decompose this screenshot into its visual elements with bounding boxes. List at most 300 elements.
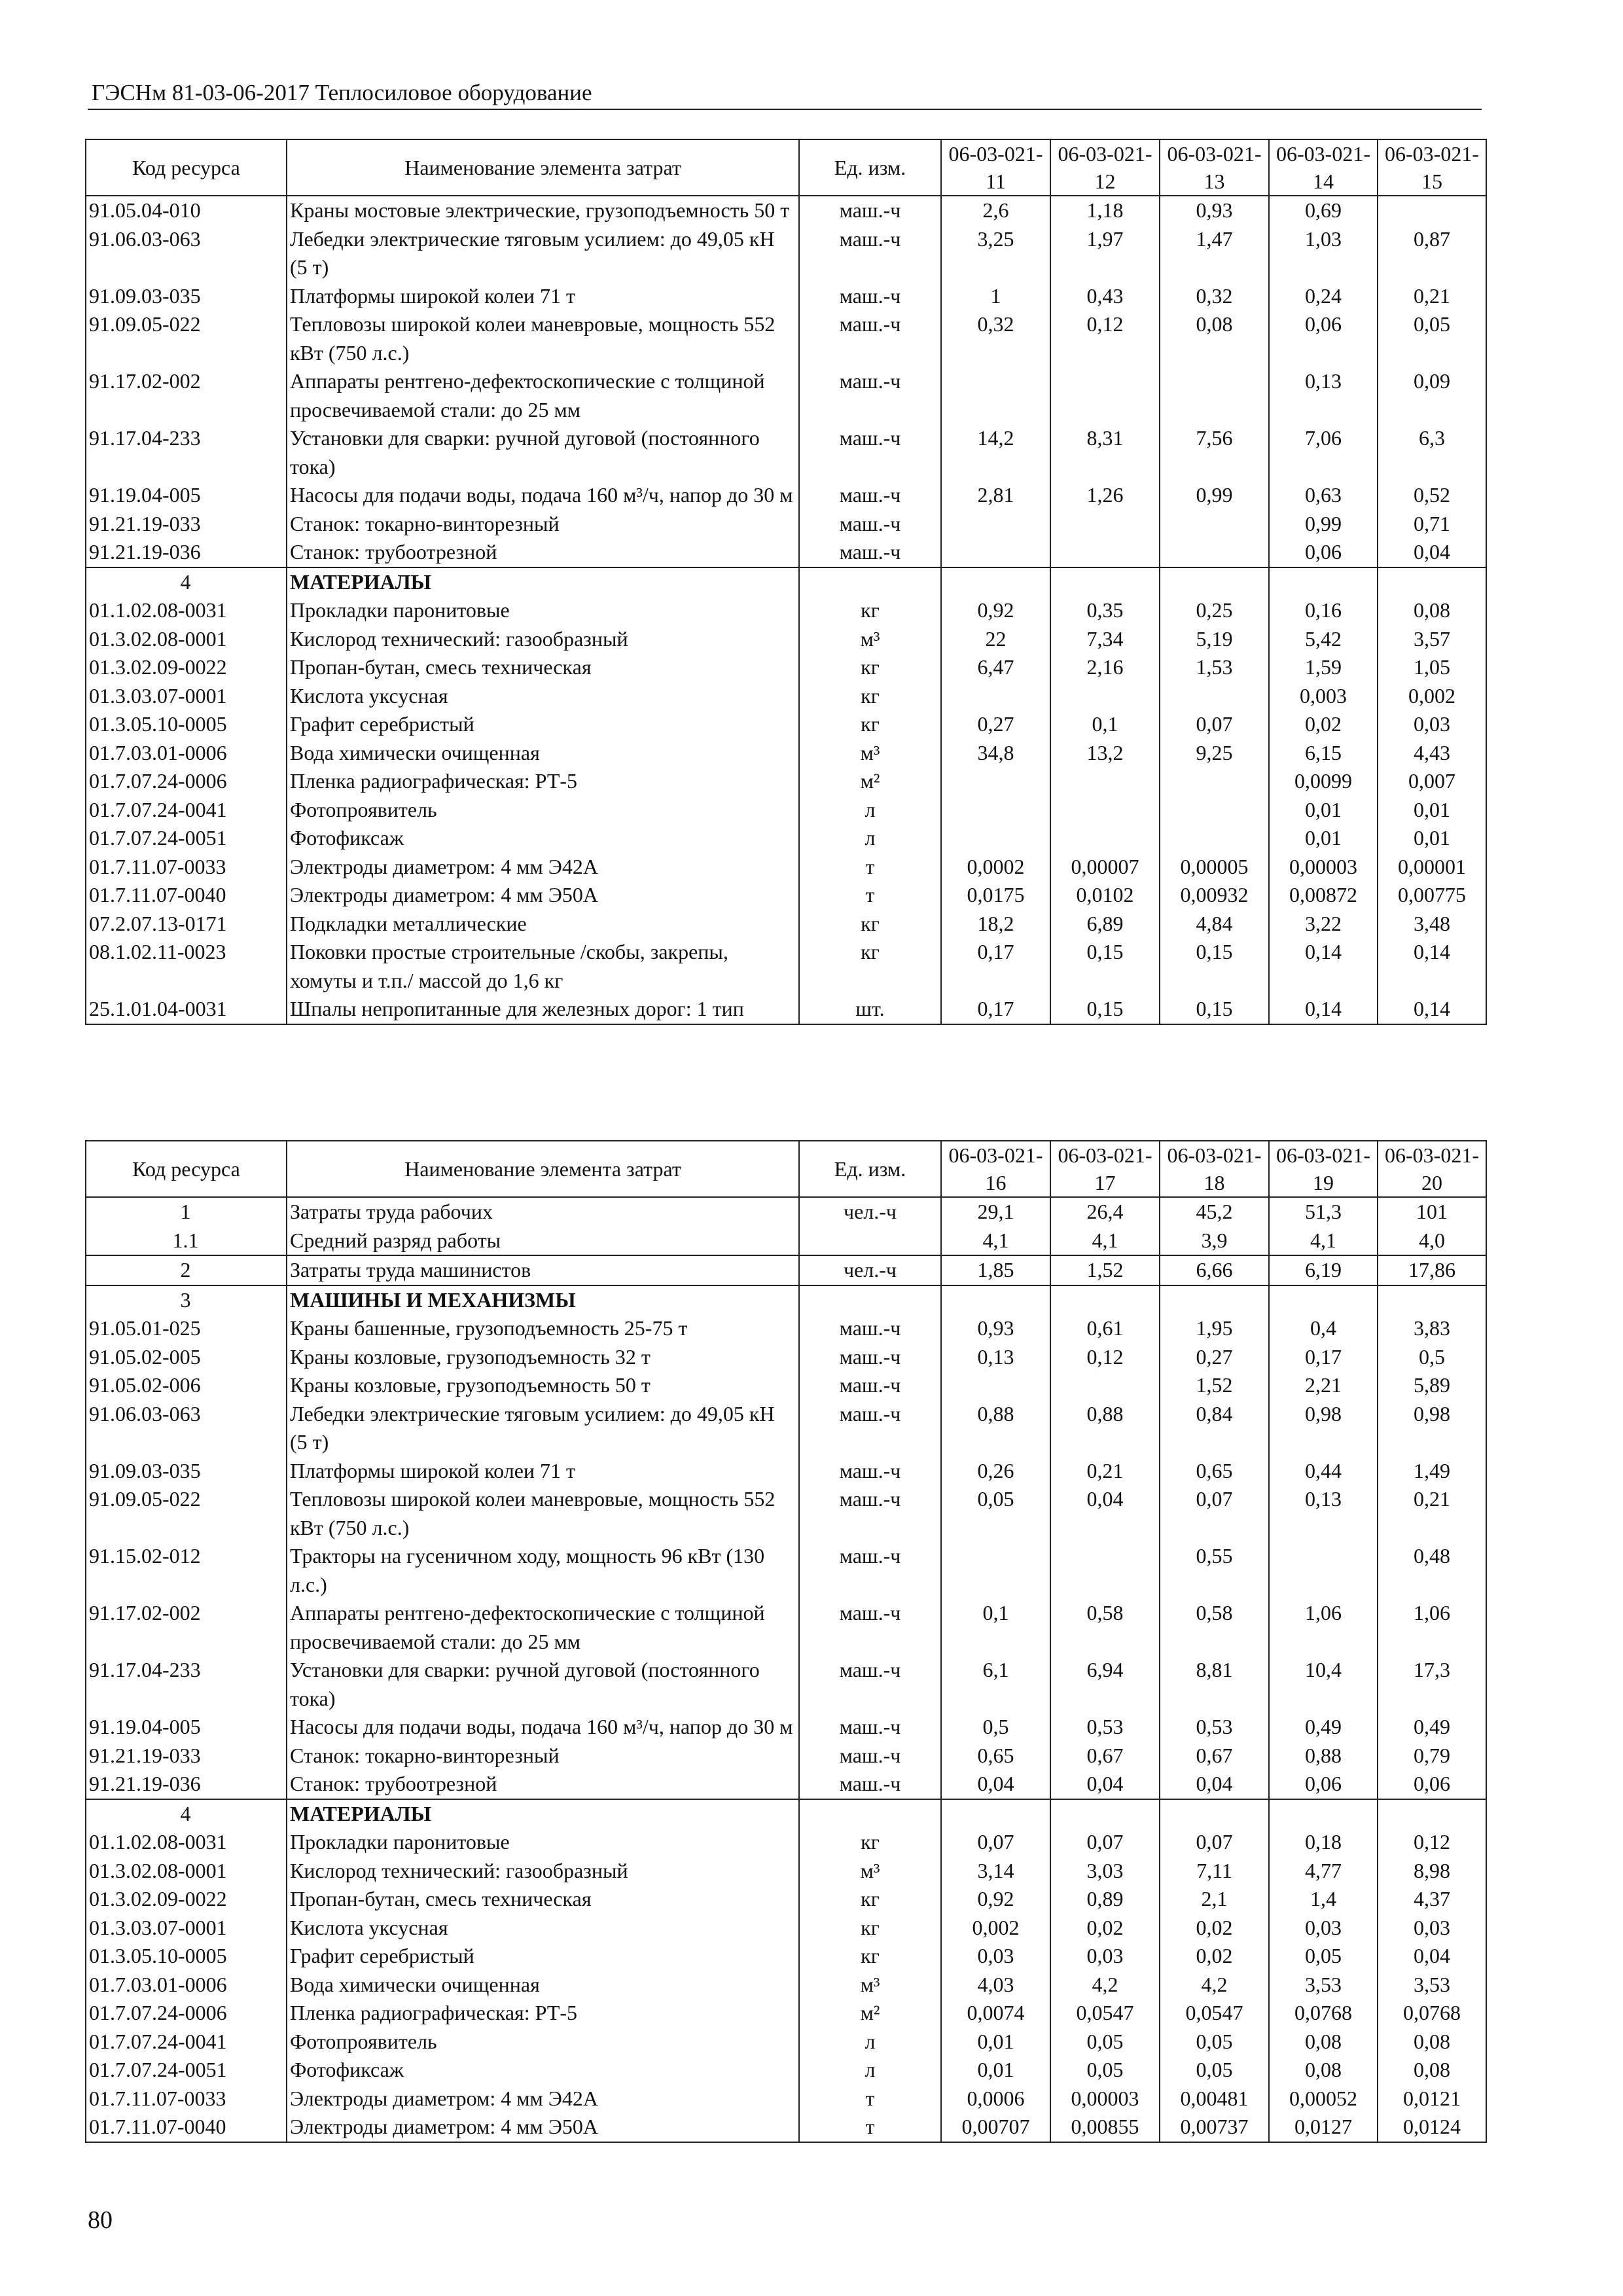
norm-value: 2,16	[1050, 653, 1160, 682]
norm-value: 1,18	[1050, 196, 1160, 225]
norm-value: 0,08	[1378, 596, 1486, 625]
resource-name: Аппараты рентгено-дефектоскопические с толщиной просвечиваемой стали: до 25 мм	[287, 1599, 799, 1656]
norm-value: 0,07	[941, 1828, 1050, 1857]
norm-value: 0,01	[941, 2028, 1050, 2056]
table-row	[86, 1885, 1486, 1914]
norm-value	[1050, 767, 1160, 796]
resource-code: 91.09.05-022	[86, 1485, 287, 1542]
norm-value: 0,24	[1269, 282, 1378, 311]
norm-value: 2,1	[1160, 1885, 1269, 1914]
norm-value: 1,85	[941, 1255, 1050, 1285]
resource-unit: т	[799, 2113, 941, 2142]
column-header-norm: 06-03-021-11	[941, 139, 1050, 196]
table-row	[86, 1485, 1486, 1542]
norm-value: 4,1	[1269, 1227, 1378, 1256]
running-header-title: ГЭСНм 81-03-06-2017 Теплосиловое оборудование	[92, 80, 592, 105]
norm-value: 0,65	[941, 1742, 1050, 1770]
resource-unit: маш.-ч	[799, 1457, 941, 1486]
resource-name: Насосы для подачи воды, подача 160 м³/ч, напор до 30 м	[287, 1713, 799, 1742]
norm-value: 6,47	[941, 653, 1050, 682]
resource-unit: кг	[799, 1828, 941, 1857]
resource-name: Поковки простые строительные /скобы, закрепы, хомуты и т.п./ массой до 1,6 кг	[287, 938, 799, 995]
table-body	[86, 1197, 1486, 2142]
column-header-norm: 06-03-021-18	[1160, 1141, 1269, 1197]
norm-value: 0,88	[941, 1400, 1050, 1457]
norm-value	[1050, 1542, 1160, 1599]
norm-value: 0,0102	[1050, 881, 1160, 910]
norm-value: 1,4	[1269, 1885, 1378, 1914]
table-row	[86, 682, 1486, 711]
norm-value	[1160, 796, 1269, 825]
resource-code: 4	[86, 567, 287, 597]
resource-unit: т	[799, 853, 941, 882]
column-header-code: Код ресурса	[86, 1141, 287, 1197]
resource-code: 01.7.07.24-0051	[86, 824, 287, 853]
norm-value: 0,12	[1050, 1343, 1160, 1372]
norm-value: 0,17	[941, 995, 1050, 1024]
resource-name: Аппараты рентгено-дефектоскопические с толщиной просвечиваемой стали: до 25 мм	[287, 367, 799, 424]
norm-value: 17,86	[1378, 1255, 1486, 1285]
resource-unit: маш.-ч	[799, 1713, 941, 1742]
norm-value: 0,00003	[1269, 853, 1378, 882]
norm-value: 0,58	[1160, 1599, 1269, 1656]
norm-value: 0,003	[1269, 682, 1378, 711]
norm-value: 0,00775	[1378, 881, 1486, 910]
norm-value: 0,03	[1378, 1914, 1486, 1943]
norm-value	[1160, 510, 1269, 539]
norm-value: 0,49	[1269, 1713, 1378, 1742]
resource-unit: м³	[799, 739, 941, 768]
norm-value: 4,37	[1378, 1885, 1486, 1914]
resource-code: 01.3.02.08-0001	[86, 1857, 287, 1886]
norm-value	[941, 538, 1050, 567]
norm-value	[1050, 367, 1160, 424]
resource-code: 91.05.02-006	[86, 1371, 287, 1400]
norm-value: 5,19	[1160, 625, 1269, 654]
column-header-norm: 06-03-021-20	[1378, 1141, 1486, 1197]
resource-code: 91.19.04-005	[86, 1713, 287, 1742]
section-row	[86, 1799, 1486, 1829]
norm-value: 0,27	[1160, 1343, 1269, 1372]
resource-unit: кг	[799, 1914, 941, 1943]
resource-name: Тракторы на гусеничном ходу, мощность 96 кВт (130 л.с.)	[287, 1542, 799, 1599]
norm-value: 0,05	[1160, 2028, 1269, 2056]
table-row	[86, 710, 1486, 739]
resource-unit: м³	[799, 625, 941, 654]
resource-code: 01.7.03.01-0006	[86, 1971, 287, 2000]
norm-value: 3,83	[1378, 1314, 1486, 1343]
norm-value: 6,19	[1269, 1255, 1378, 1285]
norm-value: 0,05	[1269, 1942, 1378, 1971]
resource-code: 01.3.02.09-0022	[86, 653, 287, 682]
resource-name: Электроды диаметром: 4 мм Э42А	[287, 2085, 799, 2113]
norm-value: 4,43	[1378, 739, 1486, 768]
resource-unit: маш.-ч	[799, 1742, 941, 1770]
resource-name: Пропан-бутан, смесь техническая	[287, 1885, 799, 1914]
norm-value: 0,09	[1378, 367, 1486, 424]
norm-value: 0,06	[1378, 1770, 1486, 1799]
norm-value: 0,08	[1378, 2028, 1486, 2056]
resource-name: Шпалы непропитанные для железных дорог: 1 тип	[287, 995, 799, 1024]
resource-code: 91.21.19-036	[86, 1770, 287, 1799]
table-header-row	[86, 139, 1486, 196]
norm-value: 51,3	[1269, 1197, 1378, 1227]
norm-value: 0,61	[1050, 1314, 1160, 1343]
resource-code: 08.1.02.11-0023	[86, 938, 287, 995]
table-row	[86, 767, 1486, 796]
norm-value: 0,05	[1050, 2056, 1160, 2085]
resource-unit: маш.-ч	[799, 1343, 941, 1372]
norm-value	[941, 796, 1050, 825]
norm-value: 0,84	[1160, 1400, 1269, 1457]
norm-value: 1,05	[1378, 653, 1486, 682]
resource-name: Кислота уксусная	[287, 682, 799, 711]
table-row	[86, 881, 1486, 910]
norm-value: 0,00855	[1050, 2113, 1160, 2142]
page-number: 80	[88, 2206, 113, 2234]
norm-value	[941, 767, 1050, 796]
norm-value: 0,0121	[1378, 2085, 1486, 2113]
table-row	[86, 796, 1486, 825]
norm-value: 4,2	[1160, 1971, 1269, 2000]
table-row	[86, 424, 1486, 481]
norm-value	[941, 367, 1050, 424]
norm-value: 4,0	[1378, 1227, 1486, 1256]
resource-unit: л	[799, 2056, 941, 2085]
norm-value	[1050, 682, 1160, 711]
resource-name: Краны козловые, грузоподъемность 32 т	[287, 1343, 799, 1372]
norm-value: 0,08	[1160, 310, 1269, 367]
norm-value: 0,007	[1378, 767, 1486, 796]
norm-value: 0,06	[1269, 538, 1378, 567]
norm-value: 0,69	[1269, 196, 1378, 225]
norm-value	[941, 1799, 1050, 1829]
norm-value: 0,65	[1160, 1457, 1269, 1486]
norm-value: 0,14	[1378, 995, 1486, 1024]
norm-value: 0,88	[1050, 1400, 1160, 1457]
norm-value	[1050, 796, 1160, 825]
norm-value: 7,06	[1269, 424, 1378, 481]
resource-name: Краны мостовые электрические, грузоподъемность 50 т	[287, 196, 799, 225]
norm-value: 3,22	[1269, 910, 1378, 939]
norm-value: 1,52	[1160, 1371, 1269, 1400]
norm-value: 0,03	[1050, 1942, 1160, 1971]
resource-code: 91.09.03-035	[86, 1457, 287, 1486]
resource-code: 07.2.07.13-0171	[86, 910, 287, 939]
norm-value: 0,02	[1160, 1914, 1269, 1943]
table-row	[86, 1857, 1486, 1886]
resource-code: 91.17.04-233	[86, 1656, 287, 1713]
norm-value: 0,25	[1160, 596, 1269, 625]
norm-value: 6,15	[1269, 739, 1378, 768]
table-row	[86, 1656, 1486, 1713]
norm-value: 0,71	[1378, 510, 1486, 539]
norm-value: 1,06	[1378, 1599, 1486, 1656]
resource-unit: маш.-ч	[799, 538, 941, 567]
resource-name: Вода химически очищенная	[287, 1971, 799, 2000]
norm-value: 0,04	[1050, 1770, 1160, 1799]
norm-value: 0,93	[941, 1314, 1050, 1343]
table-row	[86, 1713, 1486, 1742]
norm-value: 4,84	[1160, 910, 1269, 939]
norm-value: 0,14	[1269, 938, 1378, 995]
norm-value: 0,02	[1160, 1942, 1269, 1971]
norm-value: 0,05	[1050, 2028, 1160, 2056]
resource-name: Графит серебристый	[287, 1942, 799, 1971]
resource-unit: м²	[799, 767, 941, 796]
norm-value: 0,27	[941, 710, 1050, 739]
norm-value: 0,32	[1160, 282, 1269, 311]
resource-unit: кг	[799, 910, 941, 939]
table-row	[86, 596, 1486, 625]
resource-name: Пленка радиографическая: РТ-5	[287, 1999, 799, 2028]
resource-code: 91.09.05-022	[86, 310, 287, 367]
norm-value	[1050, 1371, 1160, 1400]
norm-value	[1050, 824, 1160, 853]
norm-value	[1160, 1799, 1269, 1829]
norm-value: 26,4	[1050, 1197, 1160, 1227]
norm-value: 0,92	[941, 1885, 1050, 1914]
resource-code: 1.1	[86, 1227, 287, 1256]
resource-code: 01.3.03.07-0001	[86, 682, 287, 711]
resource-name: Фотофиксаж	[287, 824, 799, 853]
norm-value	[1160, 1285, 1269, 1315]
norm-value: 0,01	[941, 2056, 1050, 2085]
resource-unit: кг	[799, 1885, 941, 1914]
table-row	[86, 853, 1486, 882]
norm-value	[1378, 567, 1486, 597]
norm-value: 8,31	[1050, 424, 1160, 481]
resource-unit: маш.-ч	[799, 1314, 941, 1343]
resource-unit: л	[799, 796, 941, 825]
norm-value: 0,0002	[941, 853, 1050, 882]
table-row	[86, 196, 1486, 225]
norm-value: 1,53	[1160, 653, 1269, 682]
norm-value: 0,00005	[1160, 853, 1269, 882]
norm-value: 0,04	[1160, 1770, 1269, 1799]
column-header-norm: 06-03-021-12	[1050, 139, 1160, 196]
norm-value: 0,35	[1050, 596, 1160, 625]
resource-name: Электроды диаметром: 4 мм Э50А	[287, 2113, 799, 2142]
norm-value: 10,4	[1269, 1656, 1378, 1713]
norm-value: 0,04	[1050, 1485, 1160, 1542]
norm-value: 22	[941, 625, 1050, 654]
norm-value: 0,12	[1050, 310, 1160, 367]
norm-value: 0,0127	[1269, 2113, 1378, 2142]
resource-unit: маш.-ч	[799, 424, 941, 481]
norm-value: 0,01	[1378, 824, 1486, 853]
norm-value: 0,04	[1378, 538, 1486, 567]
table-row	[86, 2028, 1486, 2056]
norm-value: 0,03	[941, 1942, 1050, 1971]
norm-value: 0,21	[1050, 1457, 1160, 1486]
norm-value	[1269, 567, 1378, 597]
norm-value: 0,5	[941, 1713, 1050, 1742]
resource-unit: кг	[799, 710, 941, 739]
resource-name: Платформы широкой колеи 71 т	[287, 1457, 799, 1486]
resource-unit: л	[799, 824, 941, 853]
resource-unit: чел.-ч	[799, 1255, 941, 1285]
norm-value: 0,44	[1269, 1457, 1378, 1486]
norm-value: 4,1	[1050, 1227, 1160, 1256]
norm-value	[1160, 567, 1269, 597]
table-row	[86, 282, 1486, 311]
norm-value: 0,002	[941, 1914, 1050, 1943]
norm-value: 0,89	[1050, 1885, 1160, 1914]
norm-value: 0,18	[1269, 1828, 1378, 1857]
resource-unit: кг	[799, 653, 941, 682]
resource-code: 25.1.01.04-0031	[86, 995, 287, 1024]
norm-value: 0,14	[1378, 938, 1486, 995]
table-row	[86, 481, 1486, 510]
section-row	[86, 1285, 1486, 1315]
resource-name: Установки для сварки: ручной дуговой (постоянного тока)	[287, 1656, 799, 1713]
norm-value: 4,03	[941, 1971, 1050, 2000]
table-row	[86, 2056, 1486, 2085]
norm-value: 5,89	[1378, 1371, 1486, 1400]
resource-table-2	[85, 1140, 1487, 2143]
resource-unit	[799, 567, 941, 597]
norm-value: 0,99	[1269, 510, 1378, 539]
table-body	[86, 196, 1486, 1024]
resource-code: 3	[86, 1285, 287, 1315]
norm-value: 0,43	[1050, 282, 1160, 311]
norm-value: 3,57	[1378, 625, 1486, 654]
resource-unit: м³	[799, 1857, 941, 1886]
column-header-norm: 06-03-021-16	[941, 1141, 1050, 1197]
norm-value: 0,0099	[1269, 767, 1378, 796]
table-row	[86, 739, 1486, 768]
norm-value: 4,2	[1050, 1971, 1160, 2000]
resource-unit: кг	[799, 596, 941, 625]
norm-value	[941, 1285, 1050, 1315]
norm-value: 34,8	[941, 739, 1050, 768]
norm-value: 6,1	[941, 1656, 1050, 1713]
norm-value: 3,9	[1160, 1227, 1269, 1256]
norm-value: 29,1	[941, 1197, 1050, 1227]
norm-value: 0,15	[1160, 938, 1269, 995]
resource-name: Электроды диаметром: 4 мм Э50А	[287, 881, 799, 910]
resource-code: 01.7.11.07-0040	[86, 2113, 287, 2142]
resource-name: Станок: токарно-винторезный	[287, 1742, 799, 1770]
resource-name: Прокладки паронитовые	[287, 1828, 799, 1857]
norm-value: 9,25	[1160, 739, 1269, 768]
norm-value	[1378, 1285, 1486, 1315]
resource-code: 91.17.02-002	[86, 367, 287, 424]
table-row	[86, 625, 1486, 654]
norm-value: 0,0768	[1269, 1999, 1378, 2028]
resource-name: Подкладки металлические	[287, 910, 799, 939]
norm-value: 1	[941, 282, 1050, 311]
resource-unit: маш.-ч	[799, 196, 941, 225]
resource-code: 91.17.04-233	[86, 424, 287, 481]
running-header	[88, 79, 1482, 110]
norm-value: 0,0547	[1160, 1999, 1269, 2028]
norm-value: 0,13	[1269, 1485, 1378, 1542]
resource-code: 91.21.19-033	[86, 510, 287, 539]
resource-name: Затраты труда рабочих	[287, 1197, 799, 1227]
resource-code: 01.7.07.24-0006	[86, 767, 287, 796]
resource-code: 01.7.11.07-0040	[86, 881, 287, 910]
norm-value: 3,53	[1378, 1971, 1486, 2000]
resource-name: Средний разряд работы	[287, 1227, 799, 1256]
norm-value: 0,53	[1160, 1713, 1269, 1742]
norm-value: 13,2	[1050, 739, 1160, 768]
table-row	[86, 1314, 1486, 1343]
resource-unit: шт.	[799, 995, 941, 1024]
table-row	[86, 1770, 1486, 1799]
norm-value: 0,98	[1378, 1400, 1486, 1457]
table-row	[86, 824, 1486, 853]
norm-value: 7,11	[1160, 1857, 1269, 1886]
norm-value: 0,01	[1269, 796, 1378, 825]
resource-name: Кислород технический: газообразный	[287, 1857, 799, 1886]
norm-value	[1160, 367, 1269, 424]
resource-code: 01.3.05.10-0005	[86, 710, 287, 739]
table-row	[86, 1343, 1486, 1372]
resource-unit: чел.-ч	[799, 1197, 941, 1227]
norm-value: 0,08	[1269, 2028, 1378, 2056]
norm-value: 1,95	[1160, 1314, 1269, 1343]
resource-name: Станок: трубоотрезной	[287, 538, 799, 567]
resource-code: 91.17.02-002	[86, 1599, 287, 1656]
resource-unit: кг	[799, 938, 941, 995]
resource-name: Установки для сварки: ручной дуговой (постоянного тока)	[287, 424, 799, 481]
column-header-unit: Ед. изм.	[799, 1141, 941, 1197]
norm-value: 0,0006	[941, 2085, 1050, 2113]
resource-code: 01.7.07.24-0041	[86, 2028, 287, 2056]
resource-unit: маш.-ч	[799, 1599, 941, 1656]
resource-code: 91.05.04-010	[86, 196, 287, 225]
norm-value: 0,04	[1378, 1942, 1486, 1971]
norm-value: 0,1	[1050, 710, 1160, 739]
norm-value: 0,21	[1378, 1485, 1486, 1542]
norm-value	[1050, 567, 1160, 597]
norm-value: 0,07	[1160, 710, 1269, 739]
norm-value: 2,6	[941, 196, 1050, 225]
resource-code: 01.7.07.24-0041	[86, 796, 287, 825]
norm-value: 0,00003	[1050, 2085, 1160, 2113]
resource-code: 91.19.04-005	[86, 481, 287, 510]
norm-value: 0,05	[1160, 2056, 1269, 2085]
norm-value: 0,04	[941, 1770, 1050, 1799]
table-row	[86, 653, 1486, 682]
resource-code: 91.05.01-025	[86, 1314, 287, 1343]
norm-value	[1269, 1542, 1378, 1599]
norm-value: 0,07	[1160, 1485, 1269, 1542]
norm-value	[1378, 196, 1486, 225]
norm-value: 0,03	[1378, 710, 1486, 739]
resource-code: 91.09.03-035	[86, 282, 287, 311]
norm-value: 0,15	[1050, 938, 1160, 995]
resource-unit	[799, 1285, 941, 1315]
table-row	[86, 1400, 1486, 1457]
resource-name: Пропан-бутан, смесь техническая	[287, 653, 799, 682]
norm-value: 0,4	[1269, 1314, 1378, 1343]
resource-name: МАТЕРИАЛЫ	[287, 1799, 799, 1829]
column-header-name: Наименование элемента затрат	[287, 1141, 799, 1197]
norm-value: 0,06	[1269, 1770, 1378, 1799]
norm-value: 3,53	[1269, 1971, 1378, 2000]
norm-value: 0,15	[1160, 995, 1269, 1024]
norm-value	[1050, 510, 1160, 539]
norm-value: 0,00052	[1269, 2085, 1378, 2113]
resource-name: Лебедки электрические тяговым усилием: до 49,05 кН (5 т)	[287, 1400, 799, 1457]
norm-value: 1,49	[1378, 1457, 1486, 1486]
norm-value: 3,25	[941, 225, 1050, 282]
norm-value: 1,97	[1050, 225, 1160, 282]
norm-value: 0,0768	[1378, 1999, 1486, 2028]
